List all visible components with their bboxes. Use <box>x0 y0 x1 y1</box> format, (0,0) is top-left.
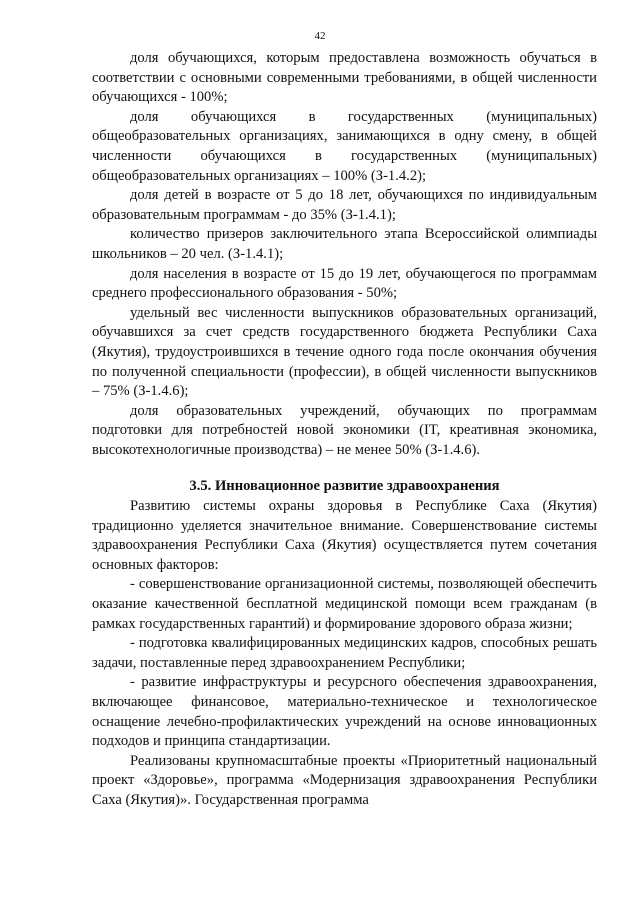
paragraph: доля населения в возрасте от 15 до 19 лет, обучающегося по программам среднего профессионального образования - 50%; <box>92 265 597 302</box>
list-item: - совершенствование организационной системы, позволяющей обеспечить оказание качественной бесплатной медицинской помощи всем гражданам (в рамках государственных гарантий) и формирование здорового образа жизни; <box>92 576 597 632</box>
page-number: 42 <box>314 30 326 42</box>
paragraph: удельный вес численности выпускников образовательных организаций, обучавшихся за счет средств государственного бюджета Республики Саха (Якутия), трудоустроившихся в течение одного года после окончания обучения по полученной специальности (профессии), в общей численности выпускников – 75% (З-1.4.6); <box>92 304 597 400</box>
paragraph: доля обучающихся, которым предоставлена возможность обучаться в соответствии с основными современными требованиями, в общей численности обучающихся - 100%; <box>92 50 597 106</box>
document-body <box>92 49 597 811</box>
paragraph: Реализованы крупномасштабные проекты «Приоритетный национальный проект «Здоровье», программа «Модернизация здравоохранения Республики Саха (Якутия)». Государственная программа <box>92 752 597 808</box>
section-heading: 3.5. Инновационное развитие здравоохранения <box>189 478 500 495</box>
list-item: - подготовка квалифицированных медицинских кадров, способных решать задачи, поставленные перед здравоохранением Республики; <box>92 635 597 671</box>
paragraph: доля детей в возрасте от 5 до 18 лет, обучающихся по индивидуальным образовательным программам - до 35% (З-1.4.1); <box>92 187 597 223</box>
paragraph: Развитию системы охраны здоровья в Республике Саха (Якутия) традиционно уделяется значительное внимание. Совершенствование системы здравоохранения Республики Саха (Якутия) осуществляется путем сочетания основных факторов: <box>92 498 597 573</box>
paragraph: доля обучающихся в государственных (муниципальных) общеобразовательных организациях, занимающихся в одну смену, в общей численности обучающихся в государственных (муниципальных) общеобразовательных организациях – 100% (З-1.4.2); <box>92 108 597 184</box>
paragraph: доля образовательных учреждений, обучающих по программам подготовки для потребностей новой экономики (IT, креативная экономика, высокотехнологичные производства) – не менее 50% (З-1.4.6). <box>92 402 597 458</box>
paragraph: количество призеров заключительного этапа Всероссийской олимпиады школьников – 20 чел. (З-1.4.1); <box>92 226 597 262</box>
list-item: - развитие инфраструктуры и ресурсного обеспечения здравоохранения, включающее финансовое, материально-техническое и технологическое оснащение лечебно-профилактических учреждений на основе инновационных подходов и принципа стандартизации. <box>92 674 597 750</box>
